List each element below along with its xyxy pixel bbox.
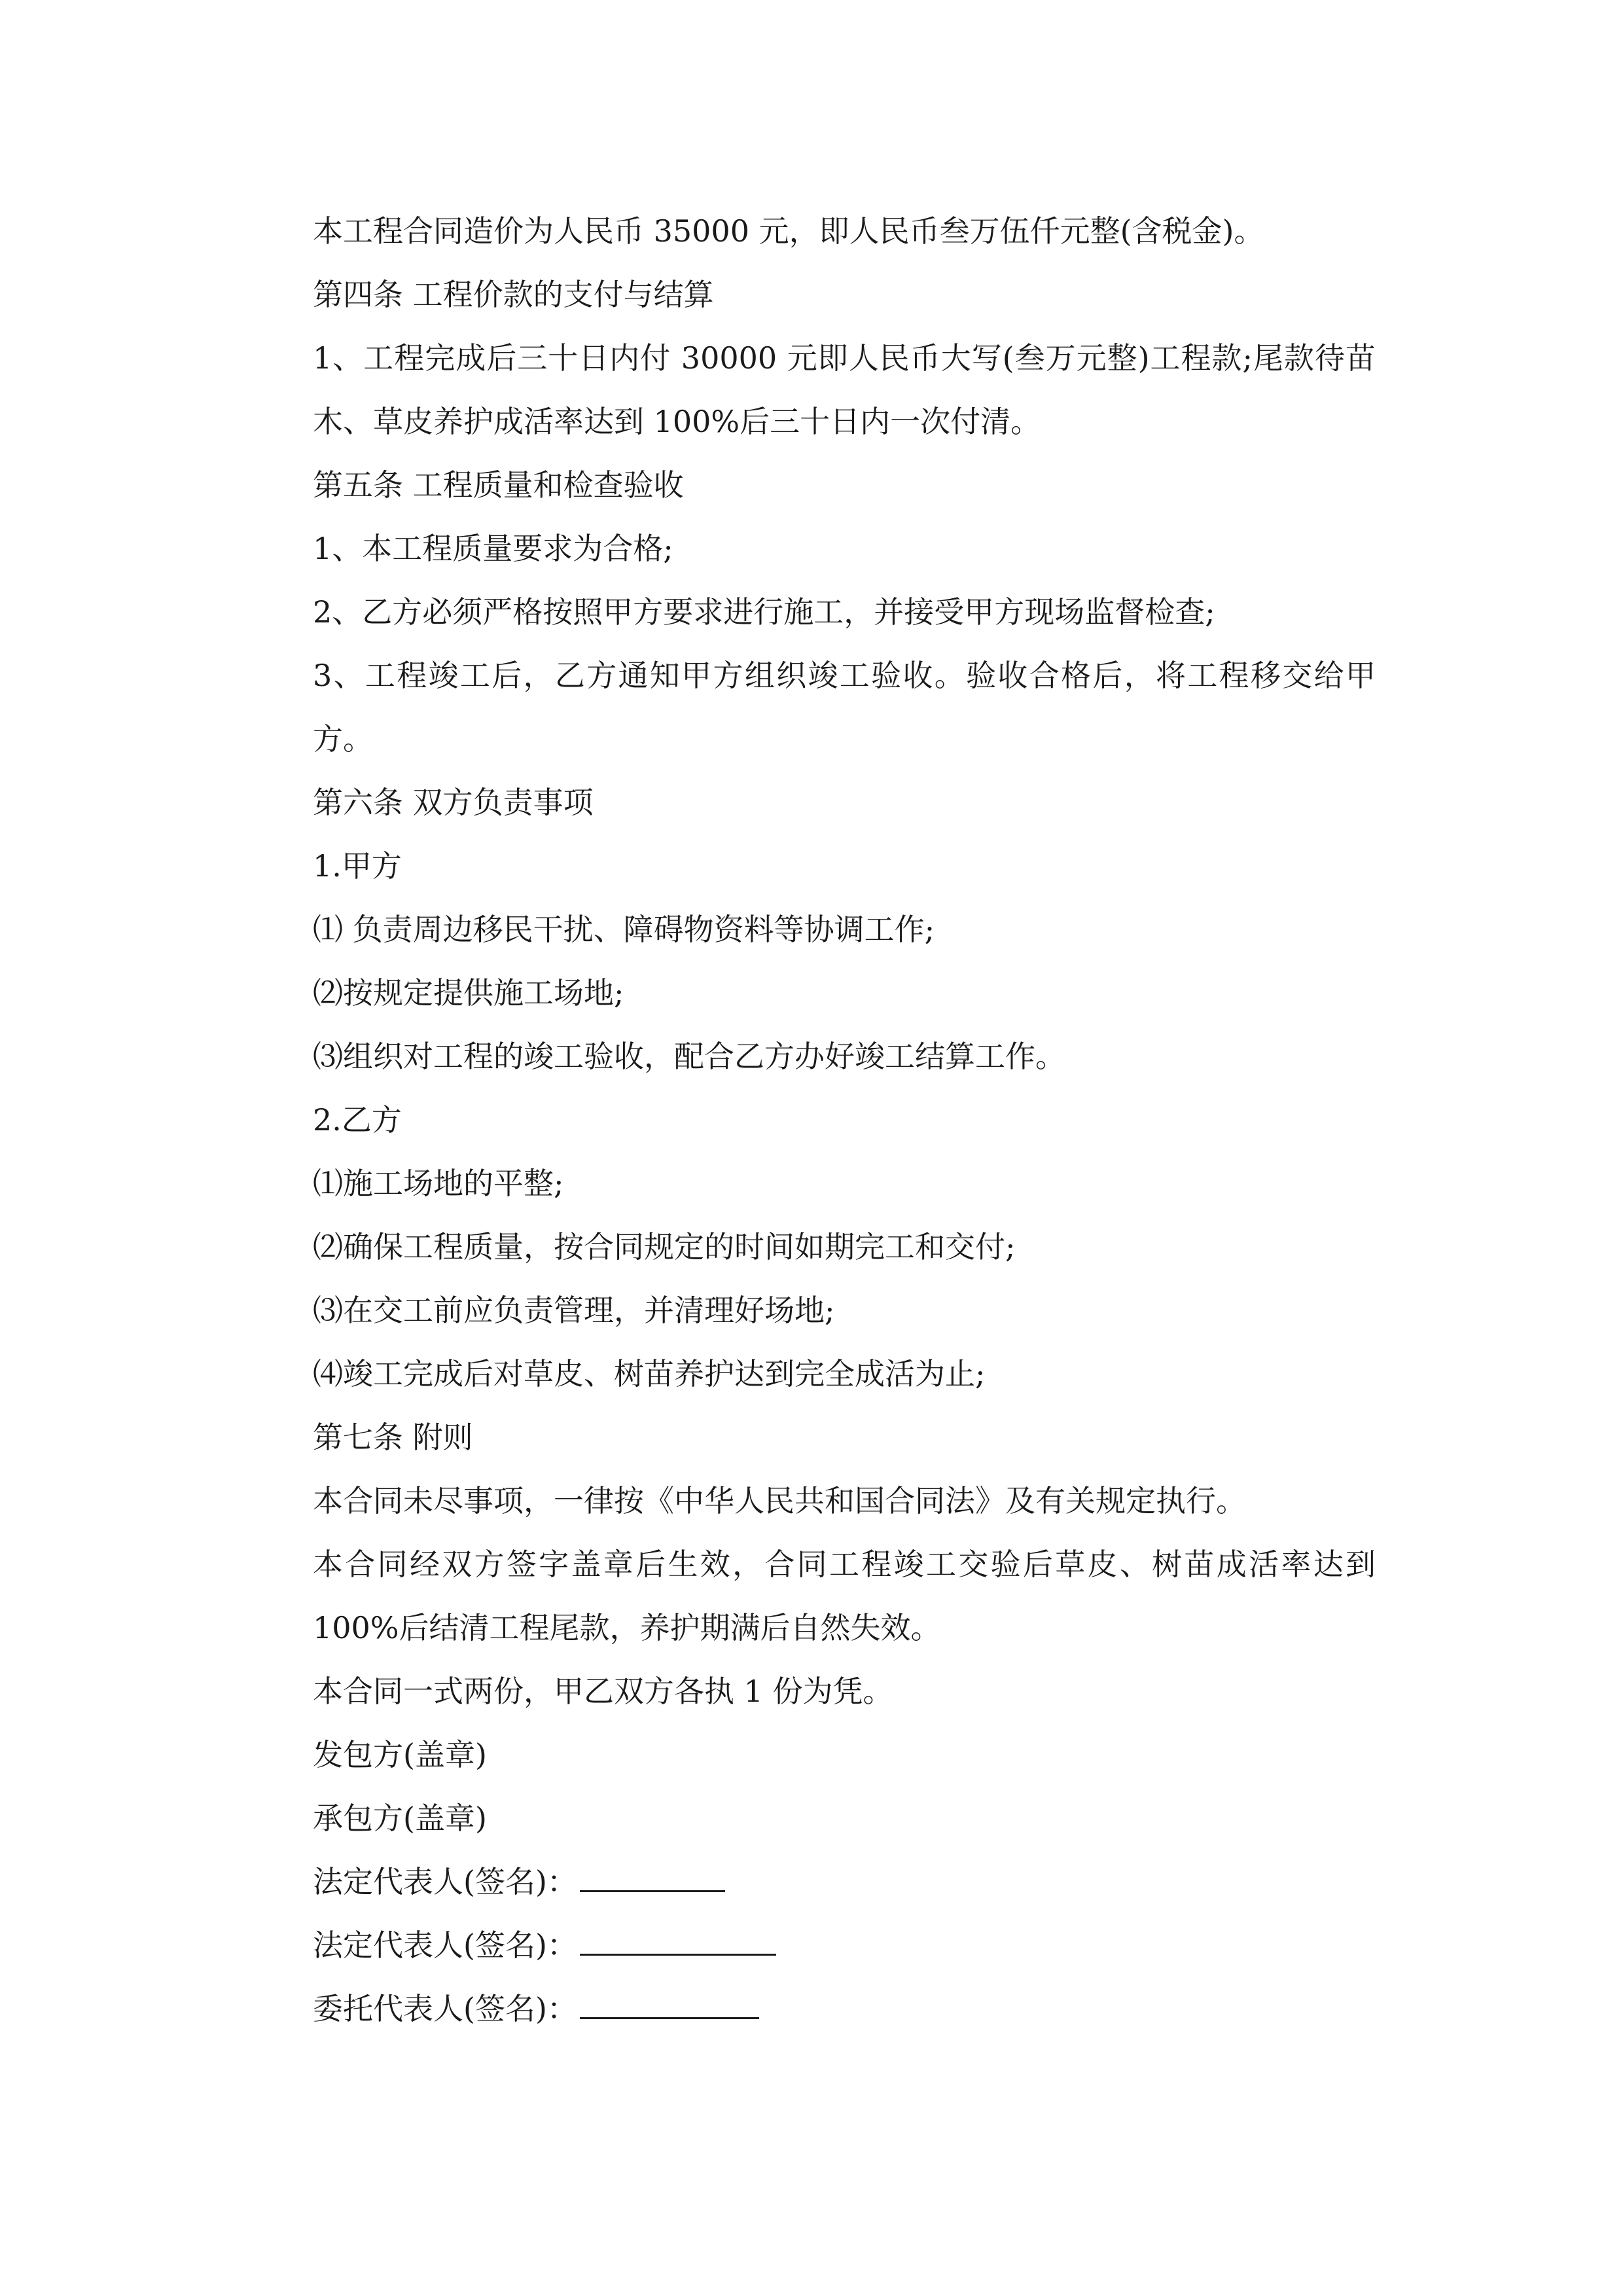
party-b-duty-4: ⑷竣工完成后对草皮、树苗养护达到完全成活为止; (313, 1356, 986, 1391)
copies-clause: 本合同一式两份，甲乙双方各执 1 份为凭。 (313, 1674, 893, 1709)
signature-blank (580, 1929, 776, 1956)
party-b-duty-3: ⑶在交工前应负责管理，并清理好场地; (313, 1293, 835, 1328)
supplementary-clause-2: 本合同经双方签字盖章后生效，合同工程竣工交验后草皮、树苗成活率达到 100%后结清工程尾款，养护期满后自然失效。 (313, 1547, 1376, 1645)
article-7-heading: 第七条 附则 (313, 1420, 473, 1455)
signature-line-1 (247, 1850, 1376, 1914)
contract-body (247, 200, 1376, 2041)
party-a-duty-3: ⑶组织对工程的竣工验收，配合乙方办好竣工结算工作。 (313, 1039, 1065, 1074)
signature-blank (580, 1865, 725, 1892)
contractor-seal-label: 承包方(盖章) (313, 1801, 487, 1836)
party-a-duty-2: ⑵按规定提供施工场地; (313, 975, 624, 1011)
signature-line-3 (247, 1977, 1376, 2041)
signature-label: 法定代表人(签名)： (313, 1864, 577, 1899)
quality-clause-2: 2、乙方必须严格按照甲方要求进行施工，并接受甲方现场监督检查; (313, 594, 1215, 630)
party-a-heading: 1.甲方 (313, 848, 402, 884)
party-b-heading: 2.乙方 (313, 1102, 402, 1138)
article-4-heading: 第四条 工程价款的支付与结算 (313, 277, 714, 312)
quality-clause-1: 1、本工程质量要求为合格; (313, 531, 673, 566)
signature-label: 委托代表人(签名)： (313, 1991, 577, 2026)
party-b-duty-2: ⑵确保工程质量，按合同规定的时间如期完工和交付; (313, 1229, 1016, 1265)
payment-clause-1: 1、工程完成后三十日内付 30000 元即人民币大写(叁万元整)工程款;尾款待苗木、草皮养护成活率达到 100%后三十日内一次付清。 (313, 340, 1376, 439)
quality-clause-3: 3、工程竣工后，乙方通知甲方组织竣工验收。验收合格后，将工程移交给甲方。 (313, 658, 1376, 757)
party-b-duty-1: ⑴施工场地的平整; (313, 1166, 564, 1201)
article-6-heading: 第六条 双方负责事项 (313, 785, 594, 820)
employer-seal-label: 发包方(盖章) (313, 1737, 487, 1772)
signature-label: 法定代表人(签名)： (313, 1928, 577, 1963)
signature-blank (580, 1992, 759, 2019)
contract-price-paragraph: 本工程合同造价为人民币 35000 元，即人民币叁万伍仟元整(含税金)。 (313, 213, 1264, 249)
article-5-heading: 第五条 工程质量和检查验收 (313, 467, 684, 503)
supplementary-clause-1: 本合同未尽事项，一律按《中华人民共和国合同法》及有关规定执行。 (313, 1483, 1246, 1518)
party-a-duty-1: ⑴ 负责周边移民干扰、障碍物资料等协调工作; (313, 912, 935, 947)
signature-line-2 (247, 1914, 1376, 1977)
